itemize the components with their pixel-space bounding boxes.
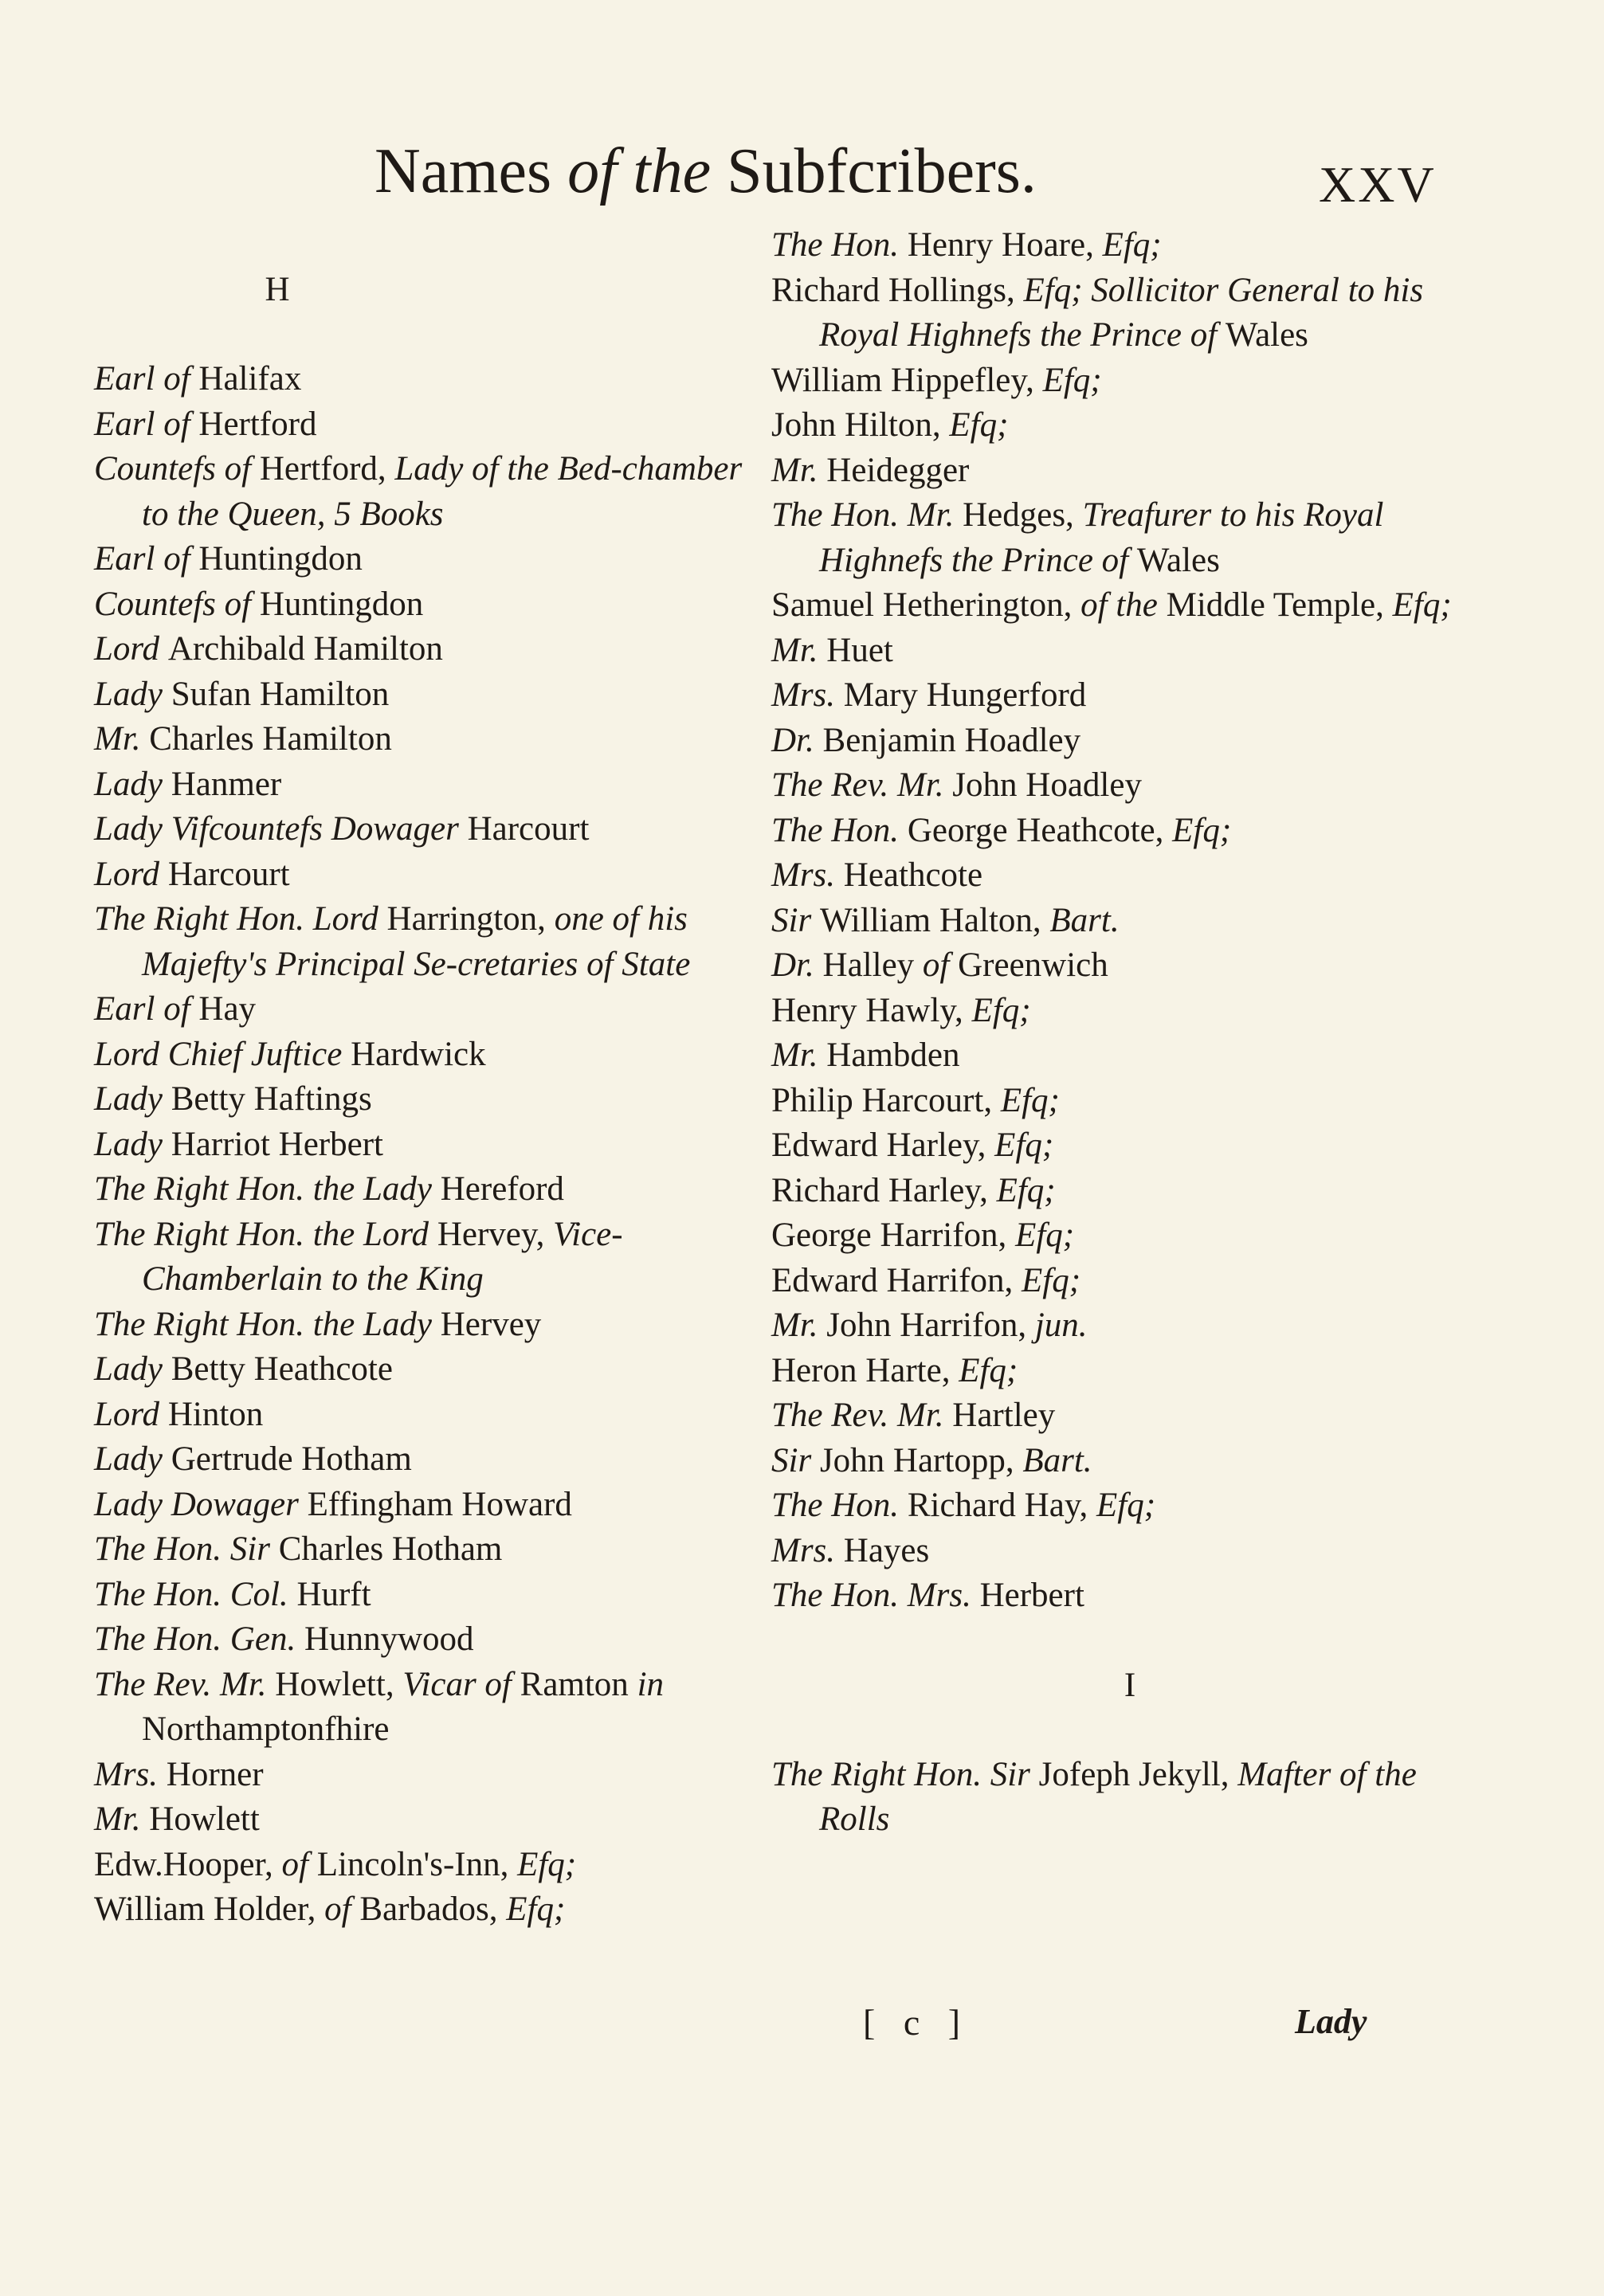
subscriber-entry [94,1797,747,1843]
entry-text: Greenwich [958,946,1108,984]
subscriber-entry [94,852,747,898]
subscriber-entry [771,1573,1488,1619]
entry-italic-text: The Right Hon. Sir [771,1755,1039,1793]
entry-text: Hardwick [351,1035,486,1073]
right-column [771,223,1488,1843]
entry-italic-text: Lady [94,1350,171,1388]
entry-italic-text: The Hon. Gen. [94,1620,304,1658]
entry-text: Herbert [979,1577,1084,1614]
entry-italic-text: Bart. [1022,1441,1092,1479]
entry-italic-text: Efq; [971,991,1031,1029]
entry-italic-text: The Rev. Mr. [771,766,953,804]
entry-italic-text: Lord [94,630,168,668]
subscriber-entry [771,1439,1488,1484]
signature-mark: [ c ] [863,2002,971,2043]
subscriber-entry [94,717,747,762]
entry-italic-text: Bart. [1049,901,1120,939]
subscriber-entry [771,1079,1488,1124]
entry-text: John Hartopp, [819,1441,1023,1479]
entry-italic-text: jun. [1034,1307,1088,1344]
subscriber-entry [94,627,747,672]
entry-italic-text: Efq; [1022,1261,1081,1299]
entry-text: Edward Harrifon, [771,1261,1022,1299]
entry-text: Mary Hungerford [843,676,1087,714]
right-entry-list [771,223,1488,1619]
entry-text: John Hoadley [952,766,1142,804]
entry-text: George Heathcote, [907,811,1173,849]
entry-italic-text: Efq; [1000,1081,1060,1119]
subscriber-entry [94,1393,747,1438]
entry-italic-text: Mr. [771,1307,827,1344]
entry-italic-text: Lady [94,675,171,713]
entry-italic-text: The Rev. Mr. [771,1397,953,1434]
entry-text: Gertrude Hotham [171,1440,412,1478]
subscriber-entry [94,1663,747,1753]
entry-text: Harcourt [167,855,290,893]
entry-italic-text: The Right Hon. the Lady [94,1305,441,1343]
entry-italic-text: The Hon. Sir [94,1530,279,1568]
right-entry-list-2 [771,1753,1488,1843]
subscriber-entry [771,403,1488,449]
title-part-subscribers: Subfcribers. [711,136,1037,206]
section-letter-h: H [265,271,290,308]
entry-text: Richard Hay, [907,1487,1097,1524]
entry-text: Heidegger [826,451,970,489]
subscriber-entry [94,1887,747,1933]
entry-italic-text: Efq; [1096,1487,1156,1524]
subscriber-entry [94,987,747,1032]
subscriber-entry [94,1213,747,1303]
entry-text: Hinton [167,1395,264,1433]
entry-italic-text: The Hon. Mr. [771,496,963,534]
entry-italic-text: Efq; [1015,1217,1075,1254]
subscriber-entry [771,1033,1488,1079]
entry-italic-text: Lord Chief Juftice [94,1035,351,1073]
subscriber-entry [94,447,747,537]
subscriber-entry [94,1077,747,1123]
subscriber-entry [771,989,1488,1034]
entry-italic-text: Earl of [94,540,199,578]
entry-italic-text: Efq; [949,406,1009,444]
subscriber-entry [94,762,747,808]
entry-italic-text: Mr. [771,451,827,489]
entry-text: Halley [822,946,923,984]
subscriber-entry [771,629,1488,674]
entry-italic-text: Mr. [94,720,150,758]
entry-italic-text: The Right Hon. the Lord [94,1215,437,1253]
entry-italic-text: Lord [94,855,168,893]
subscriber-entry [94,1843,747,1888]
entry-italic-text: The Hon. Col. [94,1575,297,1613]
entry-text: Richard Hollings, [771,271,1024,309]
entry-text: Ramton [520,1665,637,1703]
subscriber-entry [94,537,747,582]
entry-italic-text: The Right Hon. the Lady [94,1170,441,1208]
entry-text: Heron Harte, [771,1351,959,1389]
subscriber-entry [771,1303,1488,1349]
entry-italic-text: one of his Majefty's Principal Se- [142,900,688,983]
entry-italic-text: Vice-Chamberlain to the King [142,1215,623,1298]
entry-text: Wales [1225,316,1308,354]
entry-text: Huntingdon [198,540,363,578]
subscriber-entry [94,1347,747,1393]
subscriber-entry [94,897,747,987]
entry-italic-text: Efq; [994,1126,1054,1164]
entry-italic-text: 5 Books [334,495,444,533]
entry-text: Hertford, [259,450,395,488]
subscriber-entry [771,899,1488,944]
subscriber-entry [771,1349,1488,1394]
entry-italic-text: Lady [94,1080,171,1118]
subscriber-entry [94,1303,747,1348]
subscriber-entry [771,1169,1488,1214]
entry-italic-text: Earl of [94,405,199,443]
entry-text: Betty Heathcote [171,1350,393,1388]
entry-text: Halifax [198,360,302,398]
entry-italic-text: Earl of [94,990,199,1028]
entry-italic-text: Lady Vifcountefs Dowager [94,810,468,848]
subscriber-entry [771,1753,1488,1843]
entry-text: Sufan Hamilton [171,675,390,713]
title-part-names: Names [375,136,568,206]
entry-text: Hartley [952,1397,1056,1434]
entry-italic-text: The Hon. [771,226,908,264]
entry-text: Jofeph Jekyll, [1038,1755,1238,1793]
entry-text: Hay [198,990,257,1028]
page-title [375,136,1037,206]
entry-italic-text: Treafurer to his Royal Highnefs the Prince of [819,496,1384,579]
entry-text: Hervey [440,1305,542,1343]
subscriber-entry [771,449,1488,494]
entry-italic-text: Mr. [94,1800,150,1838]
entry-text: Betty Haftings [171,1080,372,1118]
subscriber-entry [771,268,1488,359]
entry-italic-text: Lady [94,1125,171,1163]
subscriber-entry [771,359,1488,404]
entry-italic-text: Efq; [1102,226,1162,264]
subscriber-entry [94,357,747,402]
entry-italic-text: Lady Dowager [94,1485,308,1523]
entry-italic-text: The Hon. [771,811,908,849]
subscriber-entry [94,1483,747,1528]
title-part-of-the: of the [567,136,712,206]
entry-text: George Harrifon, [771,1217,1016,1254]
entry-italic-text: Efq; [959,1351,1018,1389]
entry-italic-text: Vicar of [402,1665,520,1703]
entry-text: Hunnywood [304,1620,474,1658]
entry-text: Samuel Hetherington, [771,586,1081,624]
entry-italic-text: Countefs of [94,585,260,623]
entry-text: Effingham Howard [307,1485,572,1523]
entry-text: Howlett [149,1800,260,1838]
entry-italic-text: The Hon. [771,1487,908,1524]
subscriber-entry [94,1573,747,1618]
entry-italic-text: Efq; Sollicitor General to his Royal Highnefs the Prince of [819,271,1424,354]
subscriber-entry [771,1213,1488,1259]
entry-text: Howlett, [275,1665,403,1703]
entry-text: Henry Hawly, [771,991,972,1029]
entry-italic-text: Lord [94,1395,168,1433]
entry-italic-text: The Right Hon. Lord [94,900,387,938]
entry-italic-text: Countefs of [94,450,260,488]
subscriber-entry [94,1437,747,1483]
subscriber-entry [771,809,1488,854]
entry-text: Hertford [198,405,317,443]
entry-text: Huntingdon [259,585,424,623]
entry-text: Richard Harley, [771,1171,997,1209]
entry-italic-text: The Rev. Mr. [94,1665,276,1703]
entry-text: Hambden [826,1036,960,1074]
entry-italic-text: Lady of the Bed-chamber to the Queen, [142,450,743,533]
entry-italic-text: Mrs. [771,856,844,894]
entry-text: Horner [166,1755,264,1793]
entry-italic-text: of the [1080,586,1167,624]
entry-text: Hurft [296,1575,371,1613]
subscriber-entry [94,672,747,718]
entry-text: Edward Harley, [771,1126,995,1164]
entry-italic-text: Efq; [517,1845,577,1883]
entry-italic-text: Sir [771,901,820,939]
entry-text: Huet [826,631,893,669]
entry-text: Hedges, [963,496,1083,534]
subscriber-entry [771,493,1488,583]
subscriber-entry [94,1032,747,1078]
entry-text: Harriot Herbert [171,1125,383,1163]
entry-text: Henry Hoare, [907,226,1103,264]
section-letter-i: I [1124,1666,1136,1704]
entry-italic-text: Efq; [1172,811,1232,849]
entry-text: Harcourt [467,810,590,848]
subscriber-entry [771,223,1488,268]
catchword: Lady [1295,2002,1367,2041]
entry-italic-text: of [324,1890,360,1928]
entry-italic-text: cretaries of State [457,945,691,983]
subscriber-entry [771,583,1488,629]
entry-text: Hayes [843,1531,930,1569]
entry-text: Harrington, [386,900,555,938]
entry-text: Heathcote [843,856,983,894]
entry-italic-text: of [281,1845,317,1883]
subscriber-entry [771,1393,1488,1439]
entry-italic-text: Efq; [996,1171,1056,1209]
entry-italic-text: Mrs. [771,1531,844,1569]
subscriber-entry [771,1529,1488,1574]
entry-text: Charles Hamilton [149,720,392,758]
entry-text: Edw.Hooper, [94,1845,282,1883]
entry-italic-text: of [922,946,959,984]
entry-text: Middle Temple, [1166,586,1393,624]
entry-text: William Hippefley, [771,361,1043,399]
entry-italic-text: Efq; [506,1890,566,1928]
entry-text: Hanmer [171,765,282,803]
entry-text: Barbados, [359,1890,507,1928]
entry-text: Archibald Hamilton [167,630,443,668]
entry-italic-text: Dr. [771,721,823,759]
entry-italic-text: Earl of [94,360,199,398]
entry-text: Wales [1136,541,1220,579]
subscriber-entry [94,1617,747,1663]
entry-italic-text: Sir [771,1441,820,1479]
entry-italic-text: Mrs. [771,676,844,714]
subscriber-entry [771,1483,1488,1529]
entry-italic-text: Mrs. [94,1755,167,1793]
entry-text: Northamptonfhire [142,1710,390,1748]
entry-italic-text: Lady [94,1440,171,1478]
subscriber-entry [94,1527,747,1573]
subscriber-entry [94,1167,747,1213]
entry-italic-text: Mr. [771,631,827,669]
entry-italic-text: Mr. [771,1036,827,1074]
entry-italic-text: in [637,1665,665,1703]
subscriber-entry [771,1259,1488,1304]
subscriber-entry [94,582,747,628]
entry-text: William Holder, [94,1890,325,1928]
entry-text: John Hilton, [771,406,950,444]
left-entry-list [94,357,747,1933]
subscriber-entry [771,763,1488,809]
left-column [94,223,747,1933]
subscriber-entry [94,807,747,852]
subscriber-entry [771,673,1488,719]
subscriber-entry [771,853,1488,899]
subscriber-entry [94,1753,747,1798]
entry-text: Hereford [440,1170,564,1208]
subscriber-entry [94,1123,747,1168]
page-number: XXV [1319,156,1437,213]
subscriber-entry [771,719,1488,764]
entry-text: Benjamin Hoadley [822,721,1081,759]
entry-text: Philip Harcourt, [771,1081,1001,1119]
entry-italic-text: Efq; [1392,586,1452,624]
entry-text: John Harrifon, [826,1307,1035,1344]
subscriber-entry [771,1123,1488,1169]
entry-italic-text: Lady [94,765,171,803]
subscriber-entry [94,402,747,448]
entry-text: William Halton, [819,901,1050,939]
subscriber-entry [771,943,1488,989]
entry-text: Hervey, [437,1215,554,1253]
entry-italic-text: Efq; [1042,361,1102,399]
entry-italic-text: Dr. [771,946,823,984]
entry-italic-text: Mafter of the Rolls [819,1755,1417,1838]
entry-italic-text: The Hon. Mrs. [771,1577,980,1614]
entry-text: Lincoln's-Inn, [316,1845,518,1883]
entry-text: Charles Hotham [278,1530,503,1568]
